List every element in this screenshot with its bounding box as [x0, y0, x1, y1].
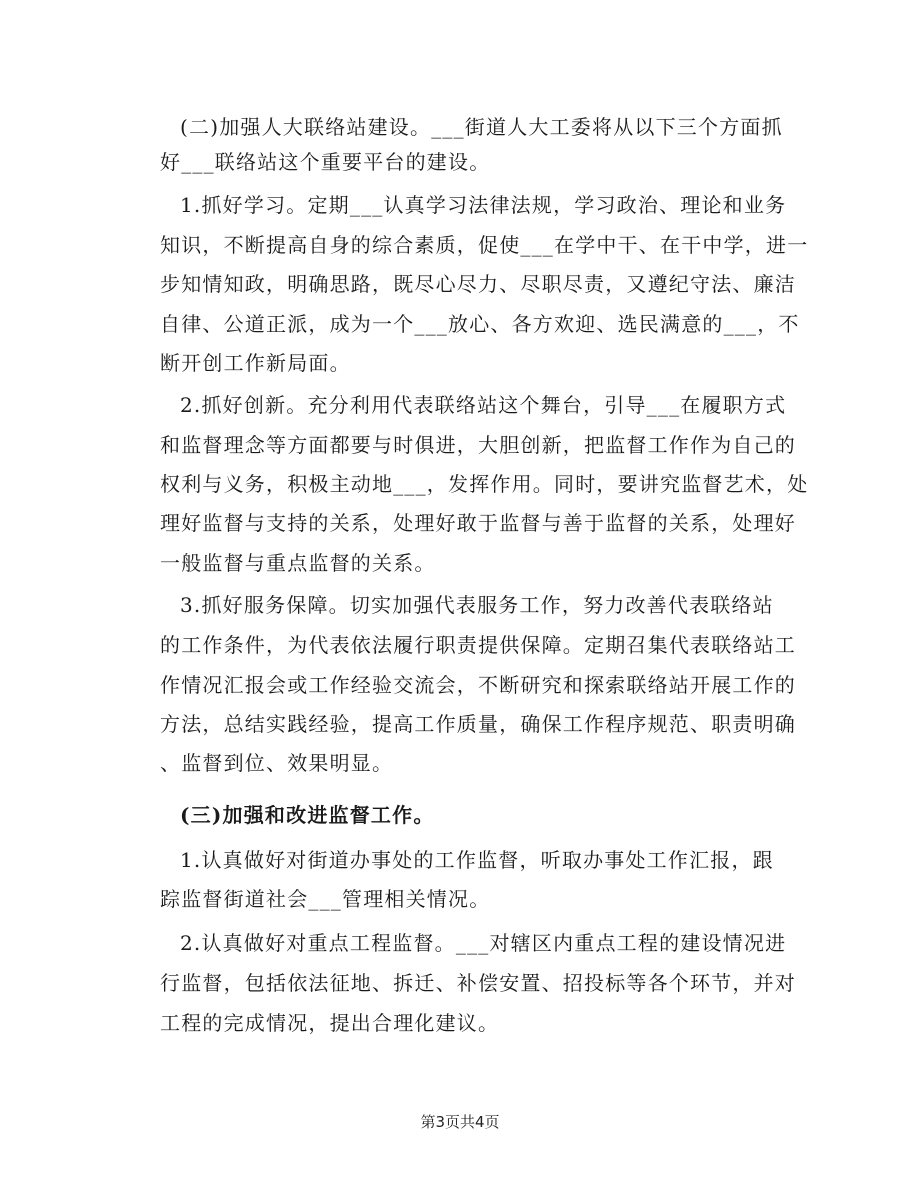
paragraph-line: 和监督理念等方面都要与时俱进，大胆创新，把监督工作作为自己的: [160, 433, 796, 457]
paragraph-line: 作情况汇报会或工作经验交流会，不断研究和探索联络站开展工作的: [160, 673, 796, 697]
paragraph-line: 断开创工作新局面。: [160, 351, 351, 375]
paragraph-line: (二)加强人大联络站建设。___街道人大工委将从以下三个方面抓: [180, 115, 783, 139]
paragraph-line: 2.抓好创新。充分利用代表联络站这个舞台，引导___在履职方式: [180, 393, 787, 417]
paragraph-line: 自律、公道正派，成为一个___放心、各方欢迎、选民满意的___，不: [160, 312, 800, 336]
paragraph-line: 知识，不断提高自身的综合素质，促使___在学中干、在干中学，进一: [160, 233, 809, 257]
page-number: 第3页共4页: [420, 1113, 500, 1131]
paragraph-line: 2.认真做好对重点工程监督。___对辖区内重点工程的建设情况进: [180, 931, 787, 955]
paragraph-line: 踪监督街道社会___管理相关情况。: [160, 887, 491, 911]
paragraph-line: 1.抓好学习。定期___认真学习法律法规，学习政治、理论和业务: [180, 193, 787, 217]
paragraph-line: 权利与义务，积极主动地___，发挥作用。同时，要讲究监督艺术，处: [160, 472, 809, 496]
paragraph-line: 工程的完成情况，提出合理化建议。: [160, 1011, 500, 1035]
paragraph-line: 一般监督与重点监督的关系。: [160, 551, 436, 575]
paragraph-line: 1.认真做好对街道办事处的工作监督，听取办事处工作汇报，跟: [180, 848, 774, 872]
section-heading: (三)加强和改进监督工作。: [180, 803, 435, 827]
paragraph-line: 、监督到位、效果明显。: [160, 751, 394, 775]
paragraph-line: 理好监督与支持的关系，处理好敢于监督与善于监督的关系，处理好: [160, 511, 796, 535]
paragraph-line: 步知情知政，明确思路，既尽心尽力、尽职尽责，又遵纪守法、廉洁: [160, 272, 796, 296]
paragraph-line: 行监督，包括依法征地、拆迁、补偿安置、招投标等各个环节，并对: [160, 971, 796, 995]
paragraph-line: 好___联络站这个重要平台的建设。: [160, 150, 491, 174]
paragraph-line: 3.抓好服务保障。切实加强代表服务工作，努力改善代表联络站: [180, 593, 774, 617]
paragraph-line: 的工作条件，为代表依法履行职责提供保障。定期召集代表联络站工: [160, 633, 796, 657]
paragraph-line: 方法，总结实践经验，提高工作质量，确保工作程序规范、职责明确: [160, 712, 796, 736]
